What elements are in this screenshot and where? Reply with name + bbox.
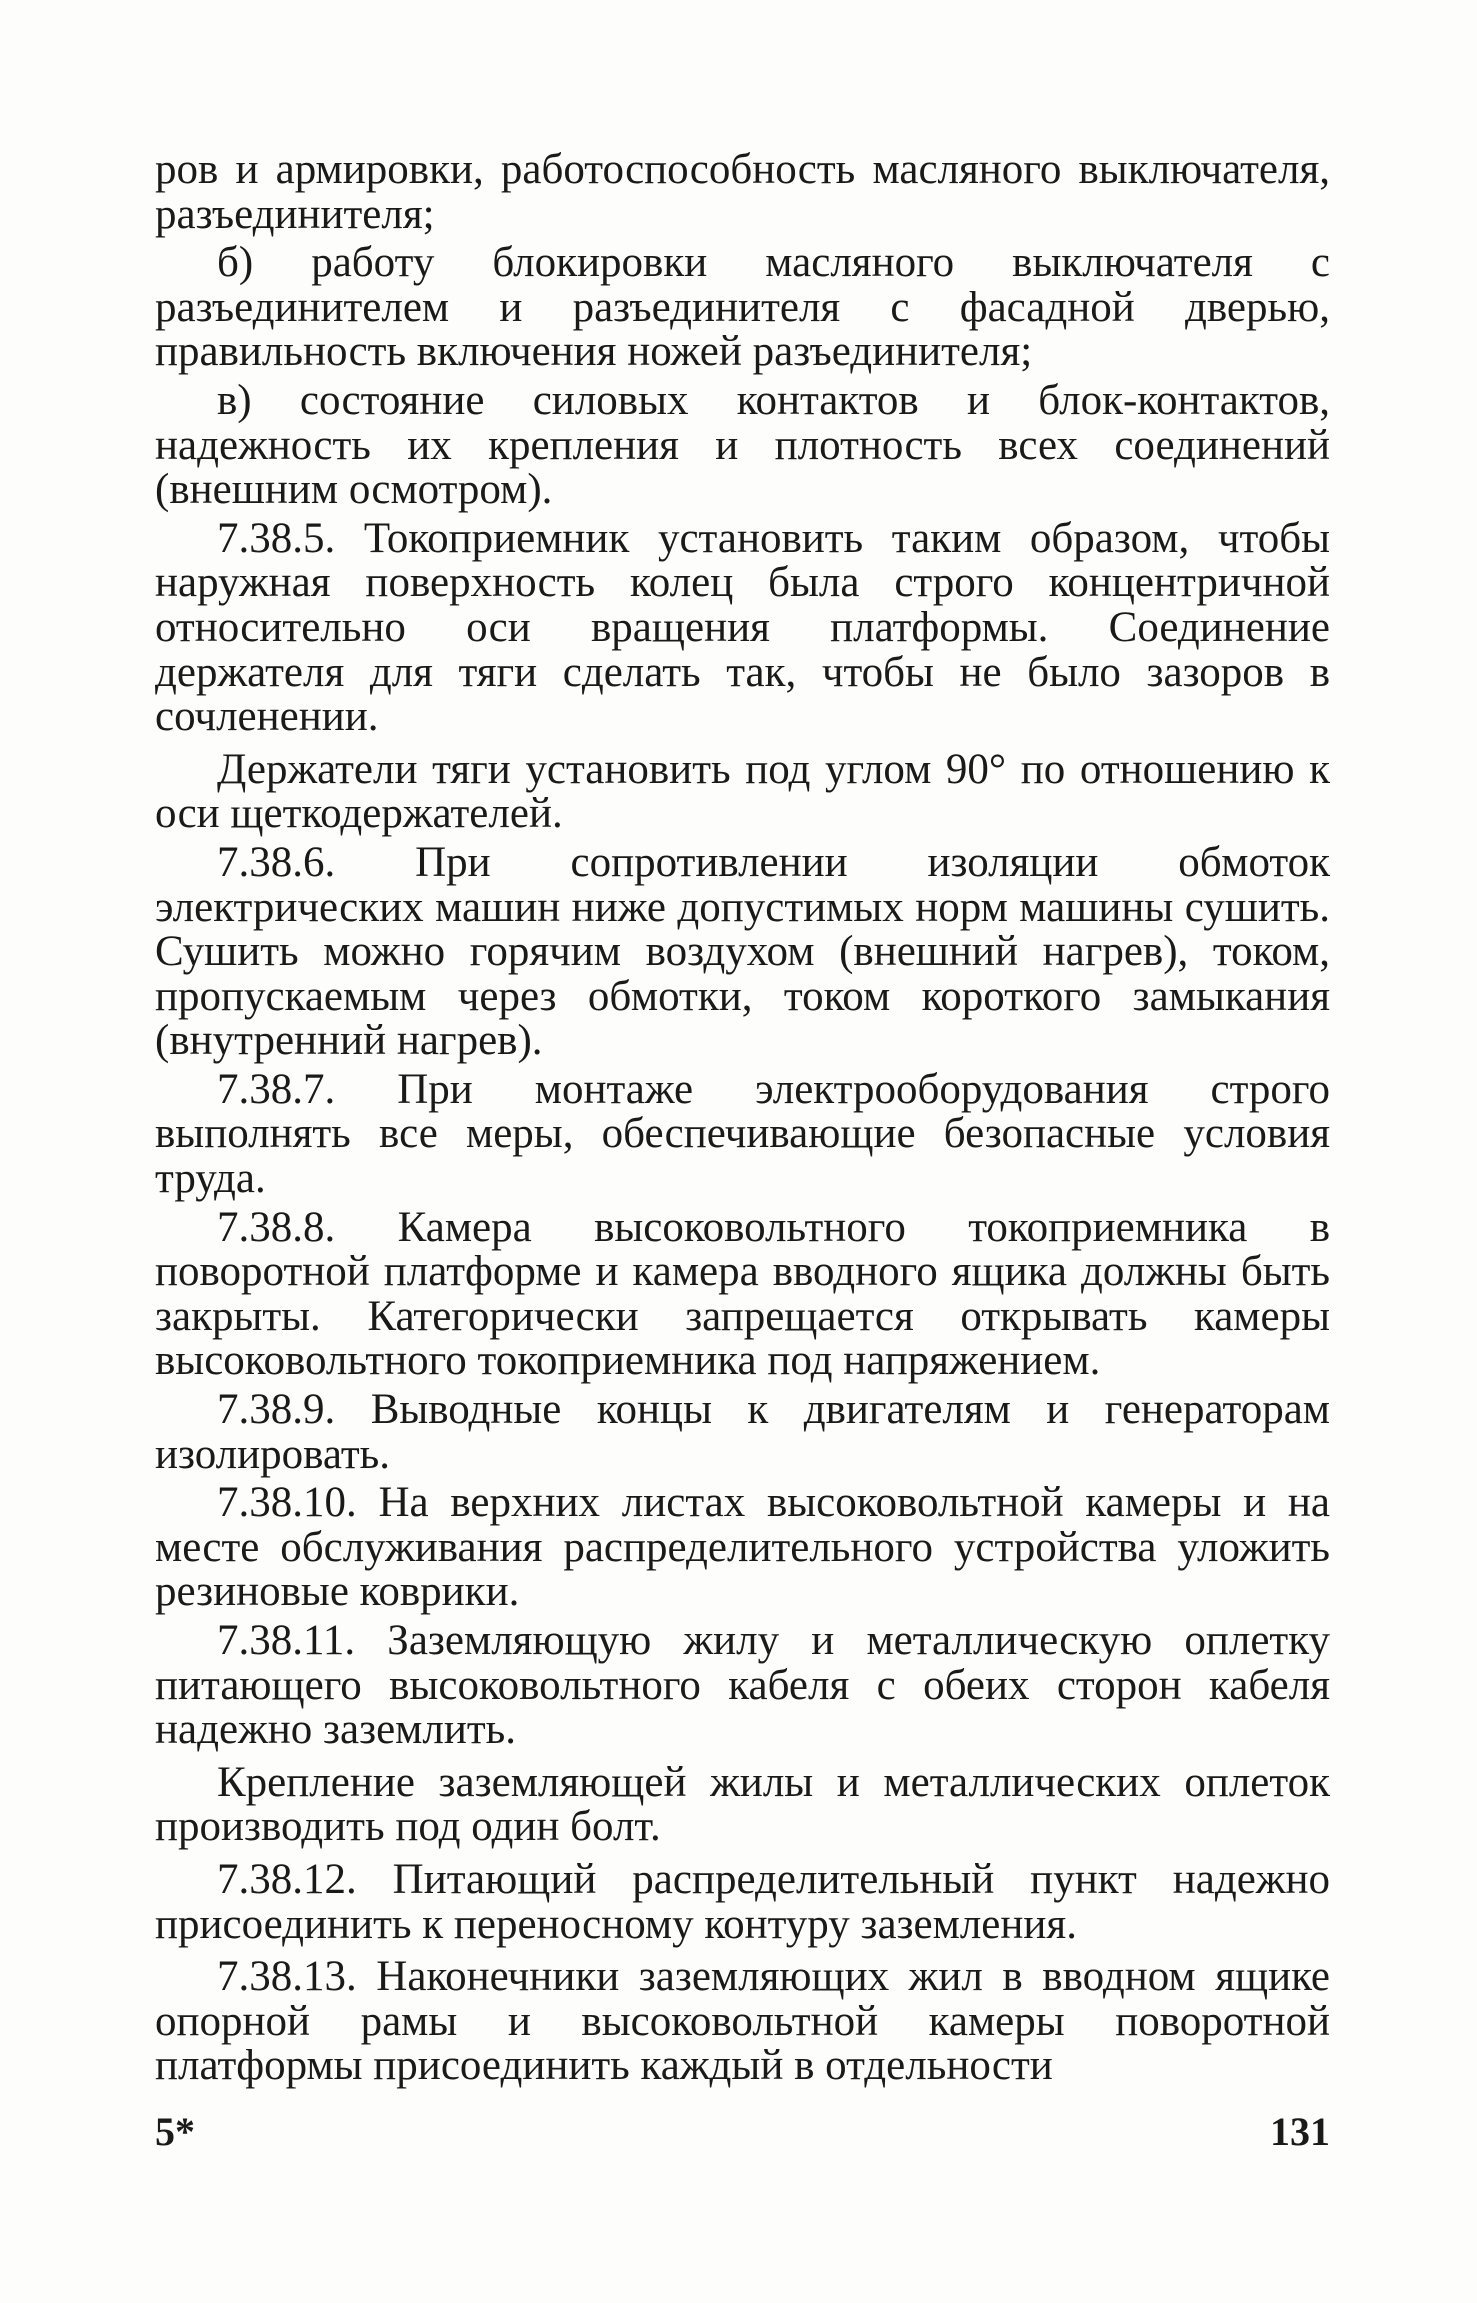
paragraph-7-38-13: 7.38.13. Наконечники заземляющих жил в вводном ящике опорной рамы и высоковольтной камеры поворотной платформы присоединить каждый в отдельности <box>155 1953 1330 2090</box>
paragraph-7-38-6: 7.38.6. При сопротивлении изоляции обмоток электрических машин ниже допустимых норм машины сушить. Сушить можно горячим воздухом (внешний нагрев), током, пропускаемым через обмотки, током короткого замыкания (внутренний нагрев). <box>155 838 1330 1065</box>
paragraph-item-v: в) состояние силовых контактов и блок-контактов, надежность их крепления и плотность всех соединений (внешним осмотром). <box>155 376 1330 514</box>
paragraph-7-38-7: 7.38.7. При монтаже электрооборудования строго выполнять все меры, обеспечивающие безопасные условия труда. <box>155 1065 1330 1203</box>
signature-mark: 5* <box>155 2109 195 2154</box>
paragraph-7-38-11: 7.38.11. Заземляющую жилу и металлическую оплетку питающего высоковольтного кабеля с обеих сторон кабеля надежно заземлить. <box>155 1617 1330 1754</box>
paragraph-7-38-10: 7.38.10. На верхних листах высоковольтной камеры и на месте обслуживания распределительного устройства уложить резиновые коврики. <box>155 1479 1330 1616</box>
paragraph-7-38-8: 7.38.8. Камера высоковольтного токоприемника в поворотной платформе и камера вводного ящика должны быть закрыты. Категорически запрещается открывать камеры высоковольтного токоприемника под напряжением. <box>155 1203 1330 1385</box>
paragraph-7-38-11-cont: Крепление заземляющей жилы и металлических оплеток производить под один болт. <box>155 1758 1330 1851</box>
paragraph-item-b: б) работу блокировки масляного выключателя с разъединителем и разъединителя с фасадной дверью, правильность включения ножей разъединителя; <box>155 239 1330 376</box>
paragraph-7-38-5-cont: Держатели тяги установить под углом 90° по отношению к оси щеткодержателей. <box>155 745 1330 838</box>
paragraph-intro: ров и армировки, работоспособность масляного выключателя, разъединителя; <box>155 146 1330 238</box>
paragraph-7-38-12: 7.38.12. Питающий распределительный пункт надежно присоединить к переносному контуру заземления. <box>155 1855 1330 1948</box>
page-number: 131 <box>1270 2109 1330 2154</box>
paragraph-7-38-9: 7.38.9. Выводные концы к двигателям и генераторам изолировать. <box>155 1386 1330 1478</box>
body-text <box>155 148 1330 2093</box>
paragraph-7-38-5: 7.38.5. Токоприемник установить таким образом, чтобы наружная поверхность колец была строго концентричной относительно оси вращения платформы. Соединение держателя для тяги сделать так, чтобы не было зазоров в сочленении. <box>155 514 1330 741</box>
